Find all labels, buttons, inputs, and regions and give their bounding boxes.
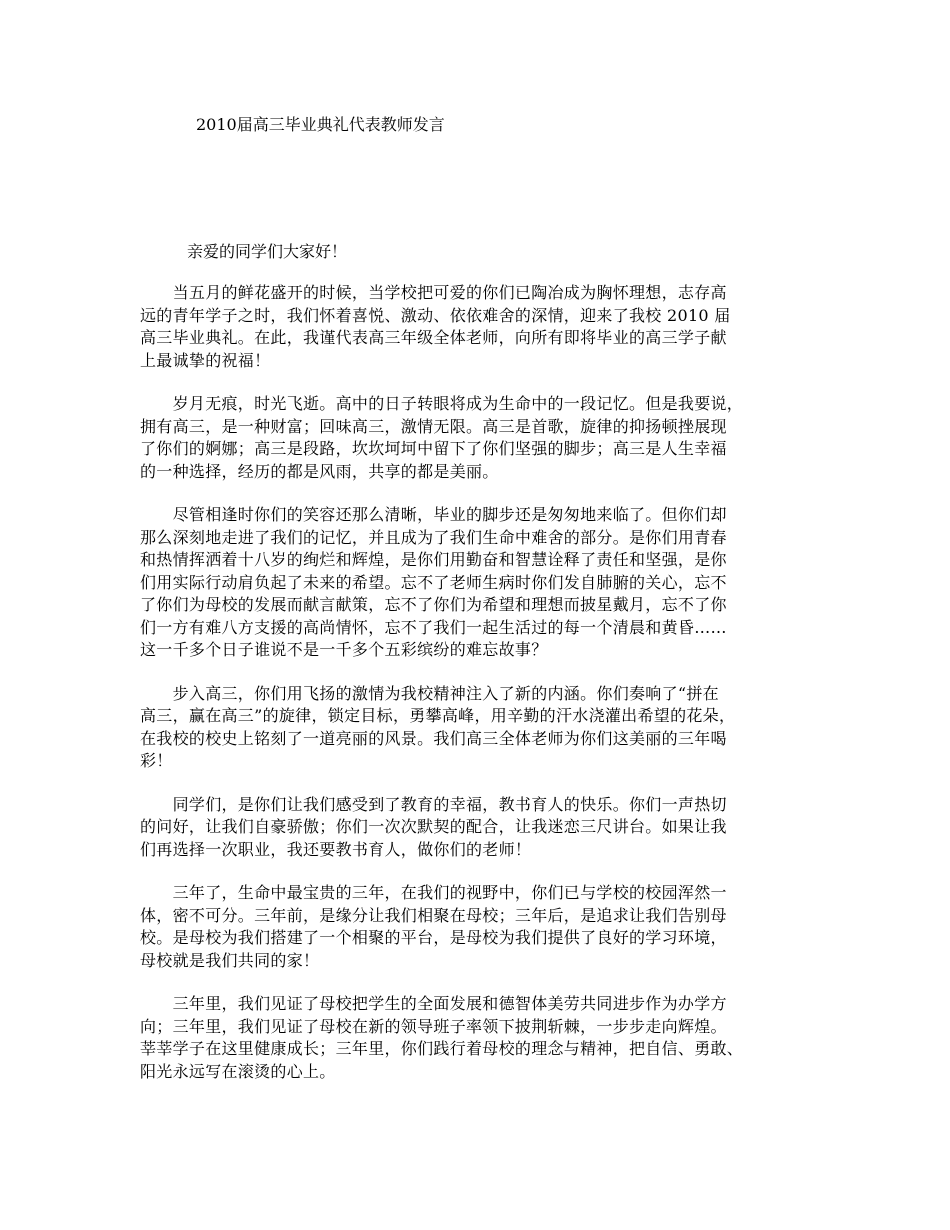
paragraph-line: 们用实际行动肩负起了未来的希望。忘不了老师生病时你们发自肺腑的关心，忘不 xyxy=(140,572,727,592)
paragraph-line: 三年了，生命中最宝贵的三年，在我们的视野中，你们已与学校的校园浑然一 xyxy=(140,883,727,902)
paragraph-line: 阳光永远写在滚烫的心上。 xyxy=(140,1061,336,1081)
paragraph-line: 彩！ xyxy=(140,751,173,770)
paragraph-line: 尽管相逢时你们的笑容还那么清晰，毕业的脚步还是匆匆地来临了。但你们却 xyxy=(140,505,727,524)
paragraph-line: 上最诚挚的祝福！ xyxy=(140,350,271,370)
paragraph-line: 当五月的鲜花盛开的时候，当学校把可爱的你们已陶冶成为胸怀理想，志存高 xyxy=(140,283,727,302)
speech-body xyxy=(140,282,820,1104)
greeting-line: 亲爱的同学们大家好！ xyxy=(187,242,348,261)
speech-paragraph xyxy=(140,993,820,1083)
paragraph-line: 的一种选择，经历的都是风雨，共享的都是美丽。 xyxy=(140,461,499,481)
paragraph-line: 那么深刻地走进了我们的记忆，并且成为了我们生命中难舍的部分。是你们用青春 xyxy=(140,527,727,547)
speech-paragraph xyxy=(140,882,820,972)
paragraph-line: 莘莘学子在这里健康成长；三年里，你们践行着母校的理念与精神，把自信、勇敢、 xyxy=(140,1039,744,1058)
paragraph-line: 在我校的校史上铭刻了一道亮丽的风景。我们高三全体老师为你们这美丽的三年喝 xyxy=(140,728,727,748)
speech-paragraph xyxy=(140,683,820,773)
paragraph-line: 体，密不可分。三年前，是缘分让我们相聚在母校；三年后，是追求让我们告别母 xyxy=(140,905,727,925)
speech-paragraph xyxy=(140,504,820,662)
paragraph-line: 高三毕业典礼。在此，我谨代表高三年级全体老师，向所有即将毕业的高三学子献 xyxy=(140,328,727,347)
paragraph-line: 和热情挥洒着十八岁的绚烂和辉煌，是你们用勤奋和智慧诠释了责任和坚强，是你 xyxy=(140,550,727,569)
paragraph-line: 步入高三，你们用飞扬的激情为我校精神注入了新的内涵。你们奏响了“拼在 xyxy=(140,683,719,703)
paragraph-line: 们一方有难八方支援的高尚情怀，忘不了我们一起生活过的每一个清晨和黄昏…… xyxy=(140,617,727,637)
speech-paragraph xyxy=(140,282,820,372)
speech-paragraph xyxy=(140,794,820,862)
paragraph-line: 拥有高三，是一种财富；回味高三，激情无限。高三是首歌，旋律的抑扬顿挫展现 xyxy=(140,416,727,436)
paragraph-line: 了你们的婀娜；高三是段路，坎坎坷坷中留下了你们坚强的脚步；高三是人生幸福 xyxy=(140,439,727,458)
paragraph-line: 校。是母校为我们搭建了一个相聚的平台，是母校为我们提供了良好的学习环境， xyxy=(140,928,727,947)
paragraph-line: 三年里，我们见证了母校把学生的全面发展和德智体美劳共同进步作为办学方 xyxy=(140,994,727,1013)
paragraph-line: 岁月无痕，时光飞逝。高中的日子转眼将成为生命中的一段记忆。但是我要说， xyxy=(140,394,744,413)
paragraph-line: 高三，赢在高三”的旋律，锁定目标，勇攀高峰，用辛勤的汗水浇灌出希望的花朵， xyxy=(140,706,736,725)
paragraph-line: 了你们为母校的发展而献言献策，忘不了你们为希望和理想而披星戴月，忘不了你 xyxy=(140,595,727,614)
paragraph-line: 们再选择一次职业，我还要教书育人，做你们的老师！ xyxy=(140,839,532,859)
paragraph-line: 同学们，是你们让我们感受到了教育的幸福，教书育人的快乐。你们一声热切 xyxy=(140,794,727,814)
paragraph-line: 向；三年里，我们见证了母校在新的领导班子率领下披荆斩棘，一步步走向辉煌。 xyxy=(140,1016,727,1036)
paragraph-line: 这一千多个日子谁说不是一千多个五彩缤纷的难忘故事？ xyxy=(140,640,548,659)
speech-paragraph xyxy=(140,393,820,483)
document-title: 2010届高三毕业典礼代表教师发言 xyxy=(196,115,445,134)
paragraph-line: 母校就是我们共同的家！ xyxy=(140,950,320,970)
paragraph-line: 远的青年学子之时，我们怀着喜悦、激动、依依难舍的深情，迎来了我校 2010 届 xyxy=(140,305,731,325)
paragraph-line: 的问好，让我们自豪骄傲；你们一次次默契的配合，让我迷恋三尺讲台。如果让我 xyxy=(140,817,727,836)
